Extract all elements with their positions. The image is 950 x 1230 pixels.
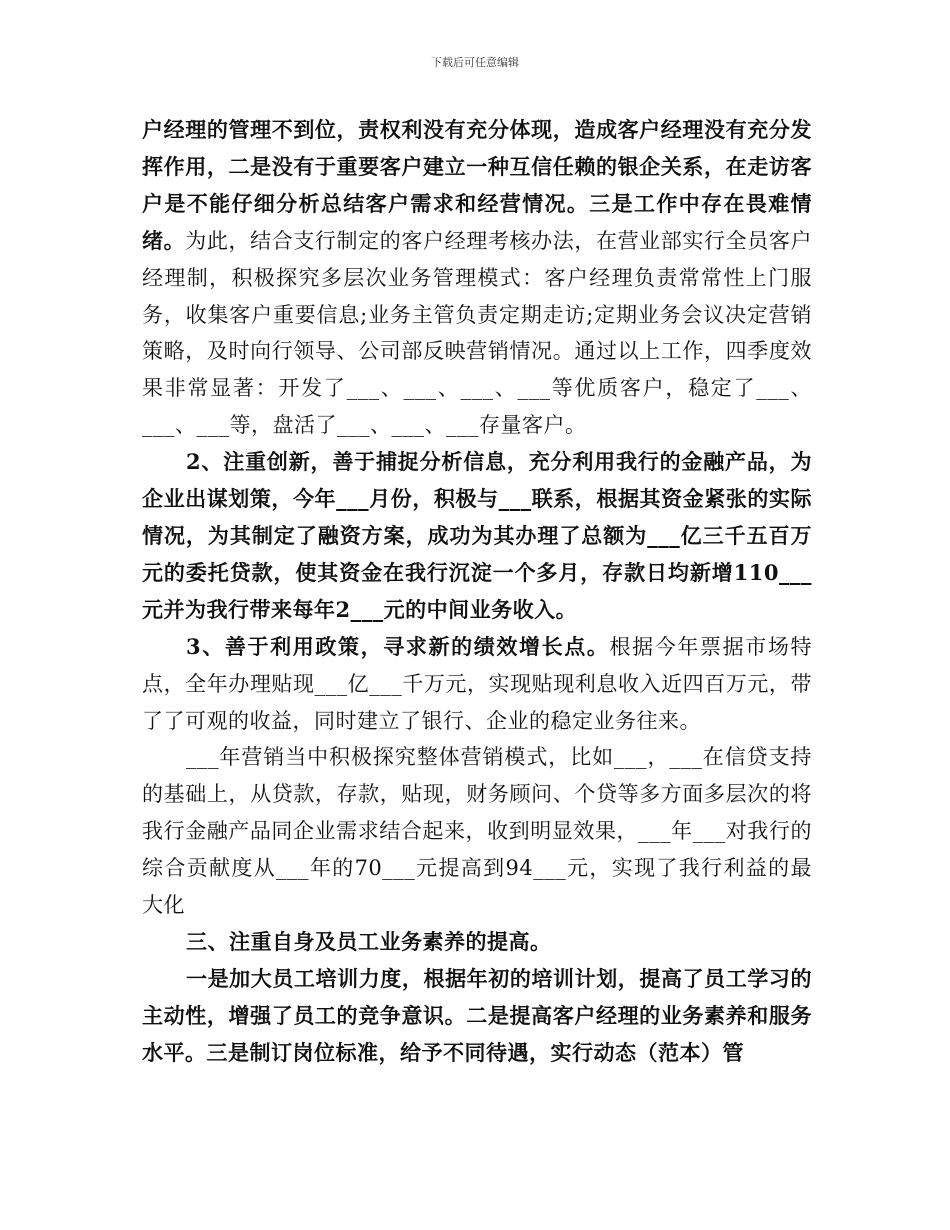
paragraph-1 <box>142 112 812 444</box>
paragraph-2-bold-run: 2、注重创新，善于捕捉分析信息，充分利用我行的金融产品，为企业出谋划策，今年___月份，积极与___联系，根据其资金紧张的实际情况，为其制定了融资方案，成功为其办理了总额为___亿三千五百万元的委托贷款，使其资金在我行沉淀一个多月，存款日均新增110___元并为我行带来每年2___元的中间业务收入。 <box>142 449 812 622</box>
paragraph-4 <box>142 739 812 924</box>
paragraph-6-bold-run: 一是加大员工培训力度，根据年初的培训计划，提高了员工学习的主动性，增强了员工的竞争意识。二是提高客户经理的业务素养和服务水平。三是制订岗位标准，给予不同待遇，实行动态（范本）管 <box>142 965 812 1065</box>
paragraph-4-regular-run: ___年营销当中积极探究整体营销模式，比如___，___在信贷支持的基础上，从贷款，存款，贴现，财务顾问、个贷等多方面多层次的将我行金融产品同企业需求结合起来，收到明显效果，___年___对我行的综合贡献度从___年的70___元提高到94___元，实现了我行利益的最大化 <box>142 745 812 918</box>
document-body <box>142 112 812 1072</box>
paragraph-1-bold-run: 户经理的管理不到位，责权利没有充分体现，造成客户经理没有充分发挥作用，二是没有于重要客户建立一种互信任赖的银企关系，在走访客户是不能仔细分析总结客户需求和经营情况。三是工作中存在畏难情绪。 <box>142 117 812 253</box>
paragraph-2 <box>142 444 812 629</box>
paragraph-6 <box>142 961 812 1072</box>
section-heading-text: 三、注重自身及员工业务素养的提高。 <box>186 928 552 954</box>
paragraph-3 <box>142 629 812 740</box>
paragraph-3-regular-run: 根据今年票据市场特点，全年办理贴现___亿___千万元，实现贴现利息收入近四百万元，带了了可观的收益，同时建立了银行、企业的稳定业务往来。 <box>142 634 812 733</box>
page-header: 下载后可任意编辑 <box>431 56 519 69</box>
paragraph-1-regular-run: 为此，结合支行制定的客户经理考核办法，在营业部实行全员客户经理制，积极探究多层次业务管理模式：客户经理负责常常性上门服务，收集客户重要信息;业务主管负责定期走访;定期业务会议决定营销策略，及时向行领导、公司部反映营销情况。通过以上工作，四季度效果非常显著：开发了___、___、___、___等优质客户，稳定了___、___、___等，盘活了___、___、___存量客户。 <box>142 228 812 438</box>
section-heading <box>142 924 812 961</box>
paragraph-3-bold-run: 3、善于利用政策，寻求新的绩效增长点。 <box>186 633 610 659</box>
